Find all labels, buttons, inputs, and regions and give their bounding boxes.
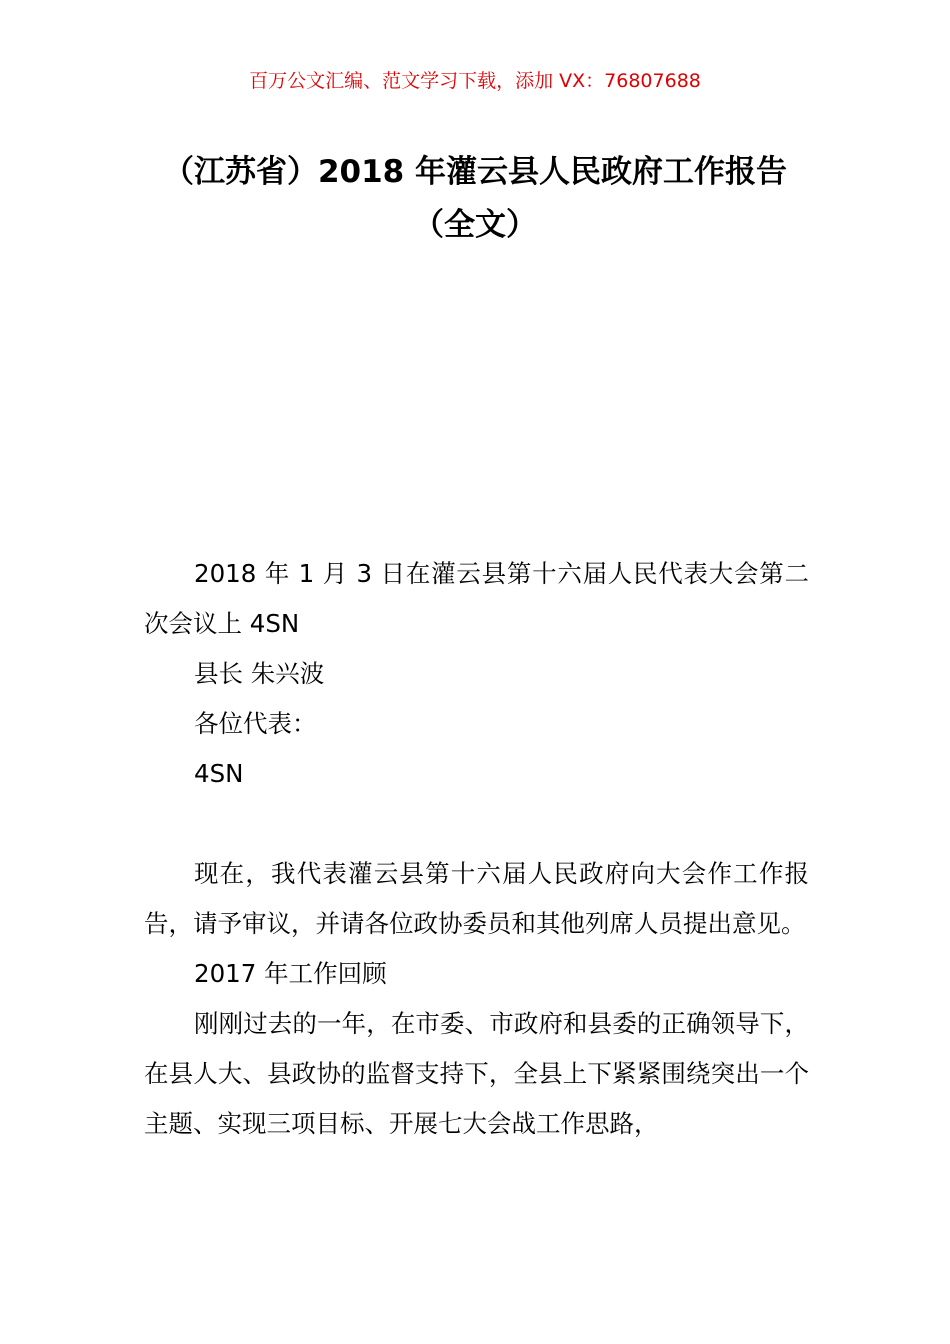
- paragraph-intro: 现在，我代表灌云县第十六届人民政府向大会作工作报告，请予审议，并请各位政协委员和其他列席人员提出意见。: [144, 859, 809, 938]
- section-heading: 2017 年工作回顾: [194, 959, 387, 988]
- paragraph-salutation: 各位代表：: [194, 709, 317, 738]
- paragraph-review: 刚刚过去的一年，在市委、市政府和县委的正确领导下，在县人大、县政协的监督支持下，全县上下紧紧围绕突出一个主题、实现三项目标、开展七大会战工作思路，: [144, 1009, 809, 1138]
- paragraph-meeting-info: 2018 年 1 月 3 日在灌云县第十六届人民代表大会第二次会议上 4SN: [144, 559, 809, 638]
- header-note: 百万公文汇编、范文学习下载，添加 VX：76807688: [249, 70, 701, 92]
- document-body: [144, 549, 809, 1149]
- blank-line: [144, 799, 809, 849]
- paragraph-code: 4SN: [194, 759, 244, 788]
- document-title: （江苏省）2018 年灌云县人民政府工作报告（全文）: [162, 154, 788, 243]
- paragraph-speaker: 县长 朱兴波: [194, 659, 325, 688]
